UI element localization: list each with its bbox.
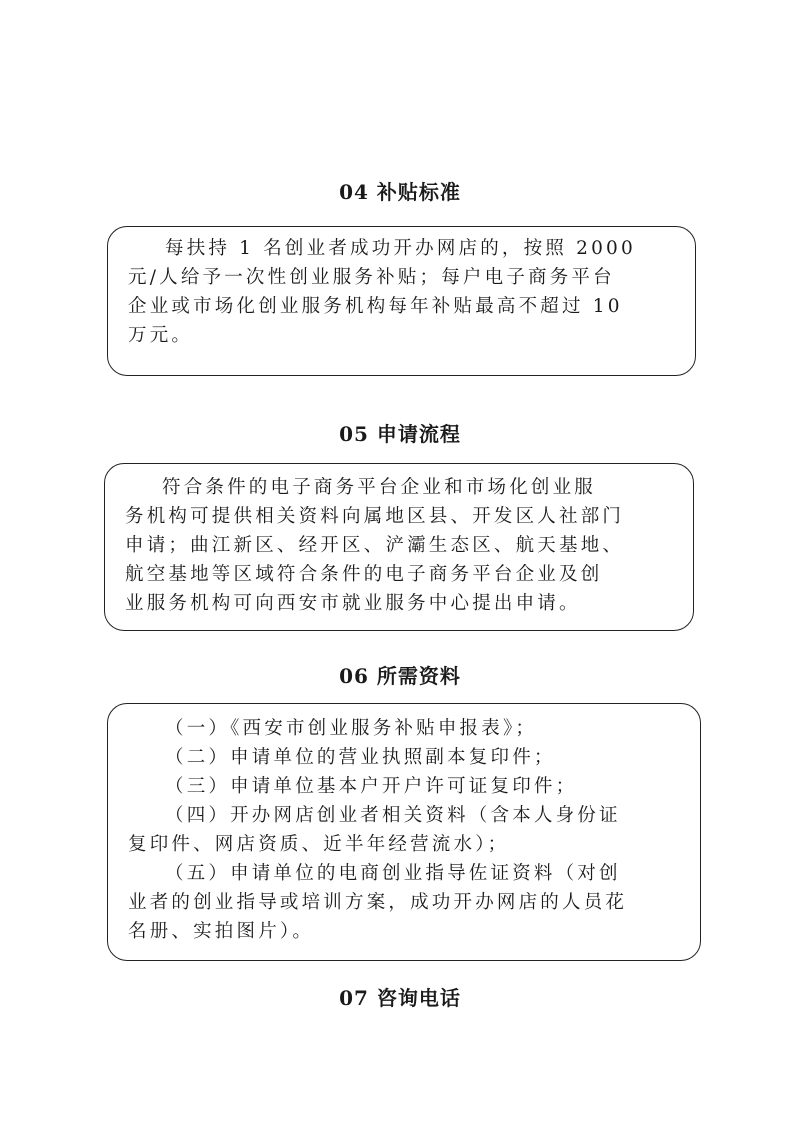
paragraph-line: 企业或市场化创业服务机构每年补贴最高不超过 10 bbox=[128, 296, 623, 317]
paragraph-line: 航空基地等区域符合条件的电子商务平台企业及创 bbox=[125, 564, 603, 585]
material-item: 复印件、网店资质、近半年经营流水）； bbox=[128, 834, 510, 855]
material-item: 业者的创业指导或培训方案，成功开办网店的人员花 bbox=[128, 892, 628, 913]
material-item: 名册、实拍图片）。 bbox=[128, 921, 315, 942]
material-item: （三）申请单位基本户开户许可证复印件； bbox=[165, 776, 578, 797]
section-06-heading: 06 所需资料 bbox=[339, 664, 461, 688]
paragraph-line: 万元。 bbox=[128, 325, 194, 346]
paragraph-line: 元/人给予一次性创业服务补贴；每户电子商务平台 bbox=[128, 267, 615, 288]
material-item: （一）《西安市创业服务补贴申报表》； bbox=[165, 718, 538, 739]
section-06-box bbox=[107, 703, 701, 961]
paragraph-line: 业服务机构可向西安市就业服务中心提出申请。 bbox=[125, 593, 581, 614]
section-04-box bbox=[107, 226, 696, 376]
section-05-heading: 05 申请流程 bbox=[339, 422, 461, 446]
section-07-heading: 07 咨询电话 bbox=[339, 986, 461, 1010]
paragraph-line: 申请；曲江新区、经开区、浐灞生态区、航天基地、 bbox=[125, 535, 625, 556]
material-item: （四）开办网店创业者相关资料（含本人身份证 bbox=[165, 805, 621, 826]
paragraph-line: 每扶持 1 名创业者成功开办网店的，按照 2000 bbox=[165, 238, 636, 259]
material-item: （五）申请单位的电商创业指导佐证资料（对创 bbox=[165, 863, 621, 884]
paragraph-line: 符合条件的电子商务平台企业和市场化创业服 bbox=[162, 477, 597, 498]
material-item: （二）申请单位的营业执照副本复印件； bbox=[165, 747, 556, 768]
section-05-box bbox=[104, 463, 694, 631]
paragraph-line: 务机构可提供相关资料向属地区县、开发区人社部门 bbox=[125, 506, 625, 527]
section-04-heading: 04 补贴标准 bbox=[339, 180, 461, 204]
